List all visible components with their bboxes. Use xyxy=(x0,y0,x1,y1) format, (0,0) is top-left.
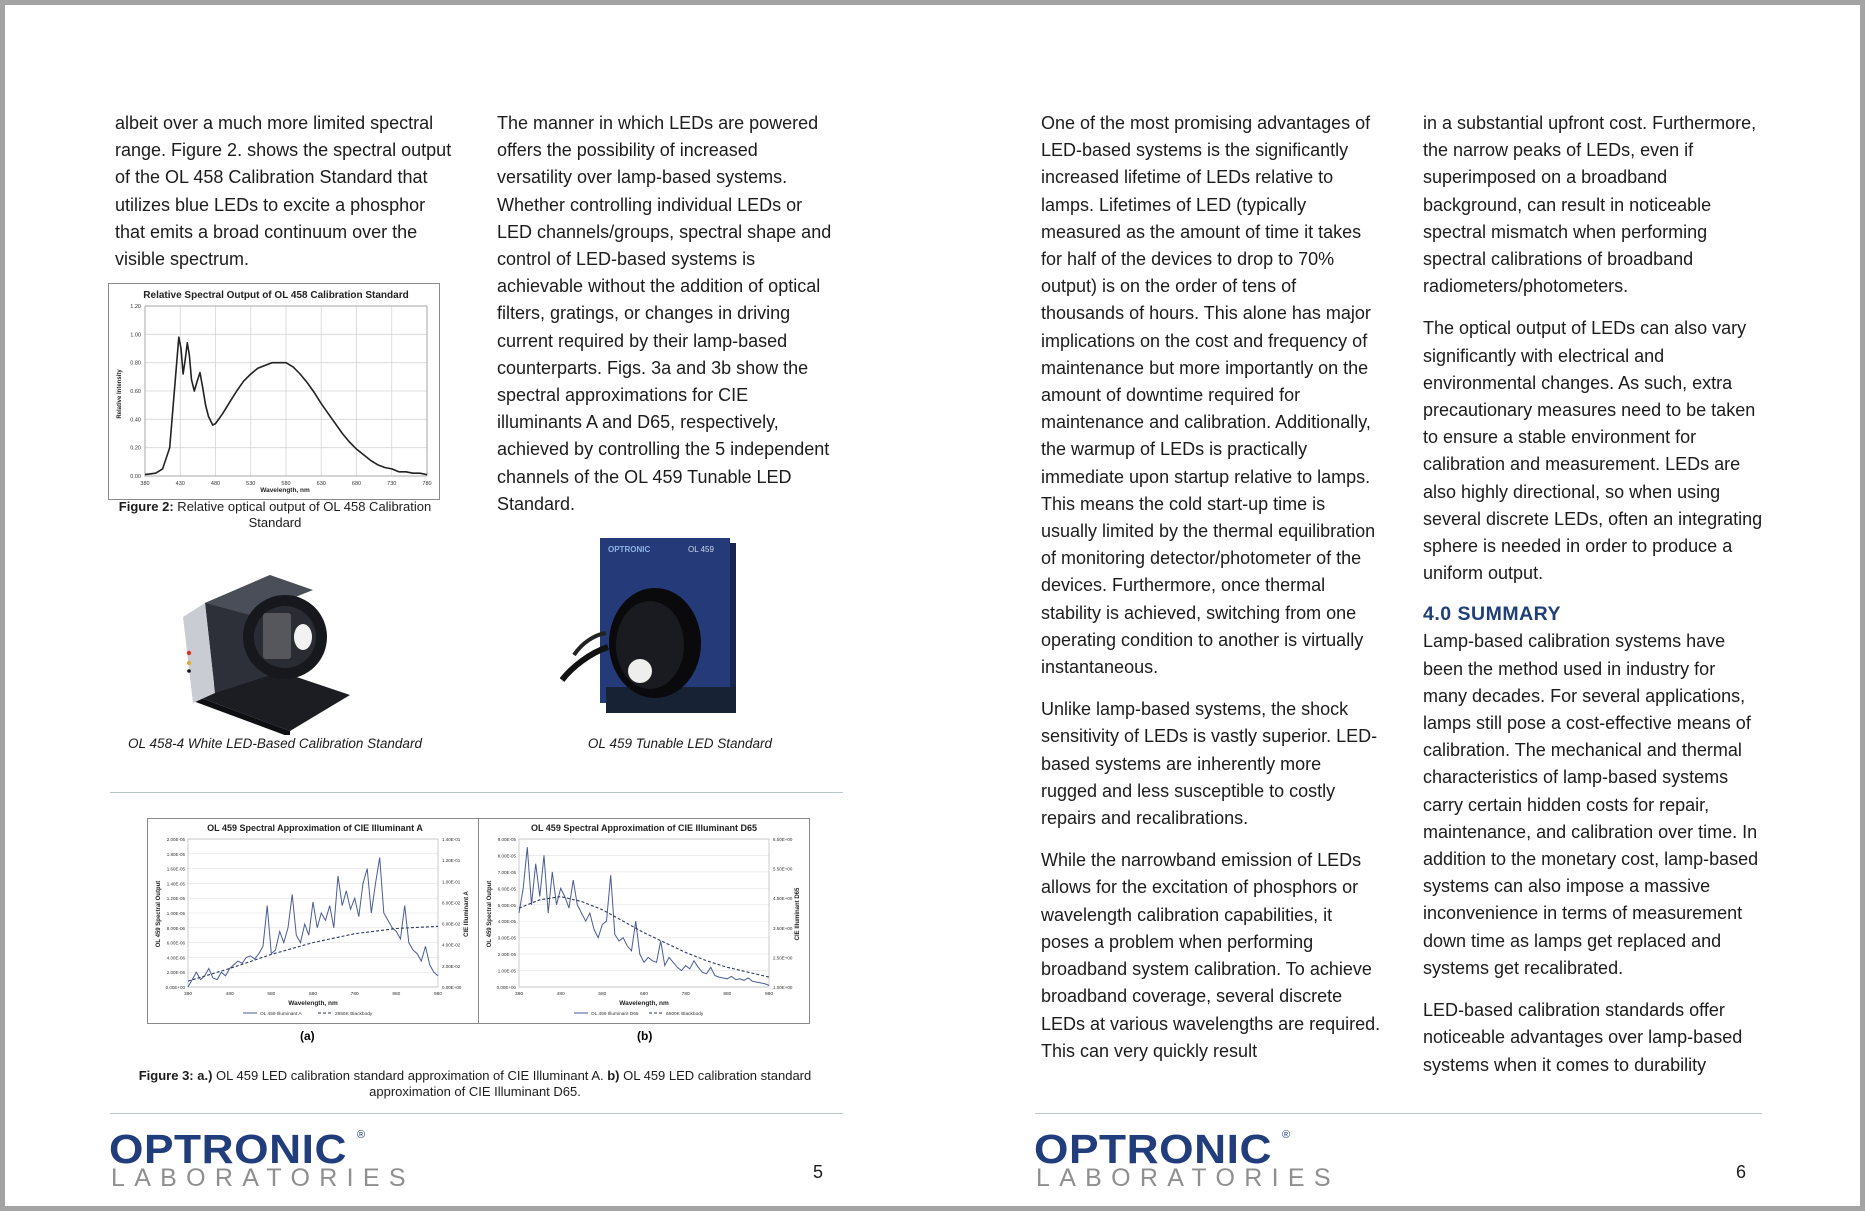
photo-1-caption: OL 458-4 White LED-Based Calibration Standard xyxy=(128,736,422,751)
y-tick-label: 5.00E-05 xyxy=(497,902,516,908)
x-tick-label: 680 xyxy=(308,992,318,997)
ol-459-product-photo xyxy=(560,535,740,735)
paragraph: The manner in which LEDs are powered offers the possibility of increased versatility over lamp-based systems. Whether controlling individual LEDs or LED channels/groups, spectral shape and control of LED-based systems is achievable without the addition of optical filters, gratings, or changes in driving current required by their lamp-based counterparts. Figs. 3a and 3b show the spectral approximations for CIE illuminants A and D65, respectively, achieved by controlling the 5 independent channels of the OL 459 Tunable LED Standard. xyxy=(497,113,832,514)
ol459-series-line xyxy=(519,847,769,985)
caption-label-b: b) xyxy=(607,1068,620,1083)
page5-column-2 xyxy=(497,110,837,533)
y-tick-label: 0.20 xyxy=(130,445,141,452)
y2-tick-label: 1.20E-01 xyxy=(442,858,461,864)
y2-tick-label: 4.00E-02 xyxy=(442,942,461,948)
y-tick-label: 0.00E+00 xyxy=(165,985,185,990)
x-tick-label: 580 xyxy=(281,481,291,487)
x-tick-label: 680 xyxy=(351,481,362,487)
panel-label-b: (b) xyxy=(637,1029,653,1043)
y2-tick-label: 8.00E-02 xyxy=(442,900,461,906)
paragraph: One of the most promising advantages of LED-based systems is the significantly increased lifetime of LEDs relative to lamps. Lifetimes of LED (typically measured as the amount of time it takes for half of the devices to drop to 70% output) is on the order of tens of thousands of hours. This alone has major implications on the cost and frequency of maintenance but more importantly on the amount of downtime required for maintenance and calibration. Additionally, the warmup of LEDs is practically immediate upon startup relative to lamps. This means the cold start-up time is usually limited by the thermal equilibration of monitoring detector/photometer of the devices. Furthermore, once thermal stability is achieved, switching from one operating condition to another is virtually instantaneous. xyxy=(1041,113,1376,678)
y-tick-label: 0.40 xyxy=(130,417,141,424)
blackbody-series-line xyxy=(519,897,769,978)
x-tick-label: 680 xyxy=(639,992,649,997)
y2-axis-label: CIE Illuminant D65 xyxy=(795,887,801,941)
y-tick-label: 1.00 xyxy=(130,332,141,339)
chart-title: OL 459 Spectral Approximation of CIE Illuminant A xyxy=(207,823,423,833)
x-tick-label: 480 xyxy=(210,481,221,487)
x-tick-label: 780 xyxy=(422,481,432,487)
y2-tick-label: 1.00E+00 xyxy=(773,985,793,990)
y-tick-label: 1.80E-05 xyxy=(166,851,185,857)
x-tick-label: 880 xyxy=(392,992,401,997)
y2-tick-label: 1.40E-01 xyxy=(442,837,461,842)
paragraph: Unlike lamp-based systems, the shock sensitivity of LEDs is vastly superior. LED-based systems are inherently more rugged and less susceptible to costly repairs and recalibrations. xyxy=(1041,699,1378,829)
x-axis-label: Wavelength, nm xyxy=(260,487,310,494)
legend-label: 2856K Blackbody xyxy=(335,1012,373,1017)
y-tick-label: 2.00E-05 xyxy=(497,952,516,958)
x-tick-label: 530 xyxy=(246,481,256,487)
page6-column-1 xyxy=(1041,110,1381,1080)
paragraph: While the narrowband emission of LEDs allows for the excitation of phosphors or wavelength calibration capabilities, it poses a problem when performing broadband system calibration. To achieve broadband coverage, several discrete LEDs at various wavelengths are required. This can very quickly result xyxy=(1041,850,1381,1061)
y-tick-label: 9.00E-05 xyxy=(497,837,516,842)
figure-3b-chart xyxy=(478,818,810,1024)
y-tick-label: 4.00E-05 xyxy=(497,919,516,925)
footer-divider xyxy=(110,1113,843,1114)
chart-title: Relative Spectral Output of OL 458 Calibration Standard xyxy=(143,290,409,301)
x-tick-label: 430 xyxy=(175,481,185,487)
y-tick-label: 0.00 xyxy=(130,474,141,480)
y-tick-label: 8.00E-06 xyxy=(166,925,185,931)
logo-subtitle: LABORATORIES xyxy=(111,1164,415,1192)
paragraph: albeit over a much more limited spectral range. Figure 2. shows the spectral output of the OL 458 Calibration Standard that utilizes blue LEDs to excite a phosphor that emits a broad continuum over the visible spectrum. xyxy=(115,113,452,270)
y2-tick-label: 1.00E-01 xyxy=(442,879,461,885)
y-axis-label: OL 459 Spectral Output xyxy=(156,880,162,948)
y-tick-label: 2.00E-06 xyxy=(166,970,185,976)
x-tick-label: 980 xyxy=(764,992,774,997)
legend-label: 6500K Blackbody xyxy=(666,1012,704,1017)
paragraph: in a substantial upfront cost. Furthermore, the narrow peaks of LEDs, even if superimposed on a broadband background, can result in noticeable spectral mismatch when performing spectral calibrations of broadband radiometers/photometers. xyxy=(1423,113,1757,297)
legend-label: OL 459 Illuminant D65 xyxy=(591,1012,639,1017)
x-tick-label: 780 xyxy=(350,992,359,997)
figure-2-caption xyxy=(105,499,445,531)
page5-column-1 xyxy=(115,110,455,288)
y2-tick-label: 0.00E+00 xyxy=(442,985,462,990)
y-tick-label: 0.60 xyxy=(130,389,141,395)
legend-label: OL 459 Illuminant A xyxy=(260,1012,302,1017)
y-tick-label: 6.00E-06 xyxy=(166,940,185,946)
x-tick-label: 880 xyxy=(723,992,732,997)
blackbody-series-line xyxy=(188,926,438,981)
caption-label-a: Figure 3: a.) xyxy=(138,1068,213,1083)
y2-tick-label: 2.50E+00 xyxy=(773,955,793,961)
logo-subtitle: LABORATORIES xyxy=(1036,1164,1340,1192)
logo-registered-mark: ® xyxy=(1282,1129,1291,1141)
page-number: 6 xyxy=(1736,1162,1747,1182)
caption-text-b: OL 459 LED calibration standard approximation of CIE Illuminant D65. xyxy=(369,1068,812,1099)
x-tick-label: 580 xyxy=(267,992,276,997)
y-tick-label: 1.20 xyxy=(130,304,141,310)
x-axis-label: Wavelength, nm xyxy=(619,1000,669,1007)
y2-tick-label: 3.50E+00 xyxy=(773,925,793,931)
caption-text: Relative optical output of OL 458 Calibration Standard xyxy=(173,499,432,530)
optronic-logo xyxy=(1034,1126,1340,1192)
chart-title: OL 459 Spectral Approximation of CIE Illuminant D65 xyxy=(530,823,758,833)
x-tick-label: 980 xyxy=(433,992,443,997)
y2-axis-label: CIE Illuminant A xyxy=(464,891,470,937)
x-tick-label: 380 xyxy=(514,992,524,997)
figure-3a-chart xyxy=(147,818,479,1024)
panel-label-a: (a) xyxy=(300,1029,315,1043)
y-axis-label: Relative Intensity xyxy=(117,369,123,419)
page-number: 5 xyxy=(813,1162,824,1182)
y-tick-label: 1.40E-05 xyxy=(166,881,185,887)
y2-tick-label: 2.00E-02 xyxy=(442,963,461,969)
y2-tick-label: 6.00E-02 xyxy=(442,921,461,927)
y-tick-label: 7.00E-05 xyxy=(497,869,516,875)
page6-column-2 xyxy=(1423,110,1763,1094)
plot-area xyxy=(519,839,769,987)
divider xyxy=(110,792,843,793)
page-5 xyxy=(5,5,931,1206)
logo-wordmark: OPTRONIC xyxy=(1034,1126,1273,1172)
optronic-logo xyxy=(109,1126,415,1192)
footer-divider xyxy=(1035,1113,1762,1114)
x-tick-label: 730 xyxy=(387,481,397,487)
x-tick-label: 380 xyxy=(183,992,193,997)
x-tick-label: 780 xyxy=(681,992,690,997)
ol459-series-line xyxy=(188,858,438,988)
y-tick-label: 4.00E-06 xyxy=(166,955,185,961)
y2-tick-label: 6.50E+00 xyxy=(773,837,793,842)
y-tick-label: 8.00E-05 xyxy=(497,853,516,859)
y-tick-label: 2.00E-05 xyxy=(166,837,185,842)
paragraph: LED-based calibration standards offer noticeable advantages over lamp-based systems when it comes to durability xyxy=(1423,1000,1743,1075)
y-axis-label: OL 459 Spectral Output xyxy=(487,880,493,948)
x-tick-label: 630 xyxy=(316,481,326,487)
section-heading: 4.0 SUMMARY xyxy=(1423,603,1562,626)
y-tick-label: 1.00E-05 xyxy=(497,968,516,974)
y-tick-label: 1.20E-05 xyxy=(166,896,185,902)
caption-text-a: OL 459 LED calibration standard approximation of CIE Illuminant A. xyxy=(212,1068,608,1083)
y-tick-label: 1.60E-05 xyxy=(166,866,185,872)
paragraph: Lamp-based calibration systems have been the method used in industry for many decades. For several applications, lamps still pose a cost-effective means of calibration. The mechanical and thermal characteristics of lamp-based systems carry certain hidden costs for repair, maintenance, and calibration over time. In addition to the monetary cost, lamp-based systems can also impose a massive inconvenience in terms of measurement down time as lamps get replaced and systems get recalibrated. xyxy=(1423,631,1759,978)
ol-458-4-product-photo xyxy=(175,545,375,735)
y2-tick-label: 4.50E+00 xyxy=(773,896,793,902)
device-model-label: OL 459 xyxy=(688,545,714,554)
logo-wordmark: OPTRONIC xyxy=(109,1126,348,1172)
y2-tick-label: 5.50E+00 xyxy=(773,866,793,872)
logo-registered-mark: ® xyxy=(357,1129,366,1141)
photo-2-caption: OL 459 Tunable LED Standard xyxy=(587,736,773,751)
caption-label: Figure 2: xyxy=(118,499,174,514)
y-tick-label: 6.00E-05 xyxy=(497,886,516,892)
y-tick-label: 0.80 xyxy=(130,360,141,367)
figure-2-chart xyxy=(108,283,440,500)
y-tick-label: 3.00E-05 xyxy=(497,935,516,941)
x-axis-label: Wavelength, nm xyxy=(288,1000,338,1007)
y-tick-label: 1.00E-05 xyxy=(166,911,185,916)
x-tick-label: 480 xyxy=(556,992,565,997)
figure-3-caption xyxy=(135,1068,815,1100)
page-6 xyxy=(931,5,1860,1206)
device-brand-label: OPTRONIC xyxy=(608,545,651,554)
y-tick-label: 0.00E+00 xyxy=(496,985,516,990)
x-tick-label: 480 xyxy=(225,992,234,997)
x-tick-label: 580 xyxy=(598,992,607,997)
x-tick-label: 380 xyxy=(140,481,150,487)
paragraph: The optical output of LEDs can also vary significantly with electrical and environmental changes. As such, extra precautionary measures need to be taken to ensure a stable environment for calibration and measurement. LEDs are also highly directional, so when using several discrete LEDs, often an integrating sphere is needed in order to produce a uniform output. xyxy=(1423,318,1763,584)
